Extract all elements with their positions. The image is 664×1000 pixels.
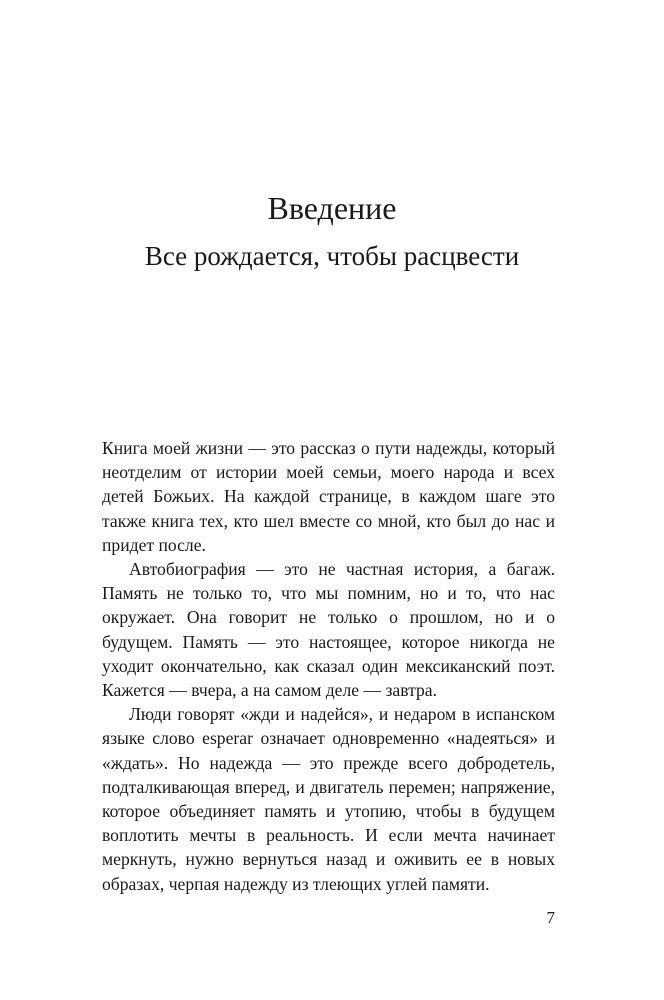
paragraph-2: Автобиография — это не частная история, а багаж. Память не только то, что мы помним, но и то, что нас окружает. Она говорит не только о прошлом, но и о будущем. Память — это настоящее, которое никогда не уходит окончательно, как сказал один мексиканский поэт. Кажется — вчера, а на самом деле — завтра. — [102, 559, 555, 701]
chapter-title: Введение — [267, 190, 397, 226]
paragraph-3: Люди говорят «жди и надейся», и недаром в испанском языке слово esperar означает одновременно «надеяться» и «ждать». Но надежда — это прежде всего добродетель, подталкивающая вперед, и двигатель перемен; напряжение, которое объединяет память и утопию, чтобы в будущем воплотить мечты в реальность. И если мечта начинает меркнуть, нужно вернуться назад и оживить ее в новых образах, черпая надежду из тлеющих углей памяти. — [102, 704, 555, 894]
paragraph-1: Книга моей жизни — это рассказ о пути надежды, который неотделим от истории моей семьи, моего народа и всех детей Божьих. На каждой странице, в каждом шаге это также книга тех, кто шел вместе со мной, кто был до нас и придет после. — [102, 438, 555, 555]
chapter-subtitle: Все рождается, чтобы расцвести — [144, 241, 520, 271]
body-text — [102, 436, 555, 896]
page-number: 7 — [546, 908, 555, 927]
